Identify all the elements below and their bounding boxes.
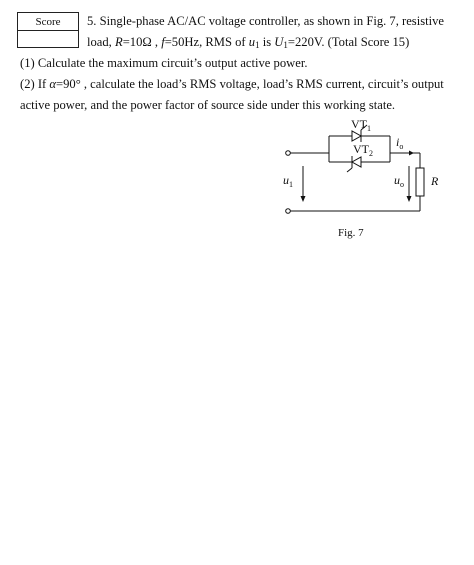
- question-line-1: 5. Single-phase AC/AC voltage controller, as shown in Fig. 7, resistive: [87, 14, 444, 28]
- label-uo: $u_o$: [394, 173, 404, 189]
- bottom-terminal: [286, 209, 291, 214]
- score-label: Score: [18, 13, 78, 31]
- load-resistor: [416, 168, 424, 196]
- figure-caption: Fig. 7: [338, 227, 364, 239]
- question-part-1: (1) Calculate the maximum circuit’s output active power.: [20, 56, 308, 70]
- question-part-2-cont: active power, and the power factor of source side under this working state.: [20, 98, 396, 112]
- label-r: R: [431, 174, 439, 188]
- current-arrow: [398, 151, 414, 156]
- thyristor-vt2: [347, 156, 361, 172]
- label-vt1: $VT_1$: [351, 117, 371, 133]
- input-voltage-arrow: [301, 166, 306, 202]
- label-io: $i_o$: [396, 135, 404, 151]
- label-vt2: $VT_2$: [353, 142, 373, 158]
- output-voltage-arrow: [407, 166, 412, 202]
- question-line-2: load, R=10Ω , f=50Hz, RMS of $u_1$ is $U_1=220V$. (Total Score 15): [87, 35, 410, 50]
- label-u1: $u_1$: [283, 173, 293, 189]
- question-part-2: (2) If α=90° , calculate the load’s RMS voltage, load’s RMS current, circuit’s output: [20, 77, 444, 91]
- top-terminal: [286, 151, 291, 156]
